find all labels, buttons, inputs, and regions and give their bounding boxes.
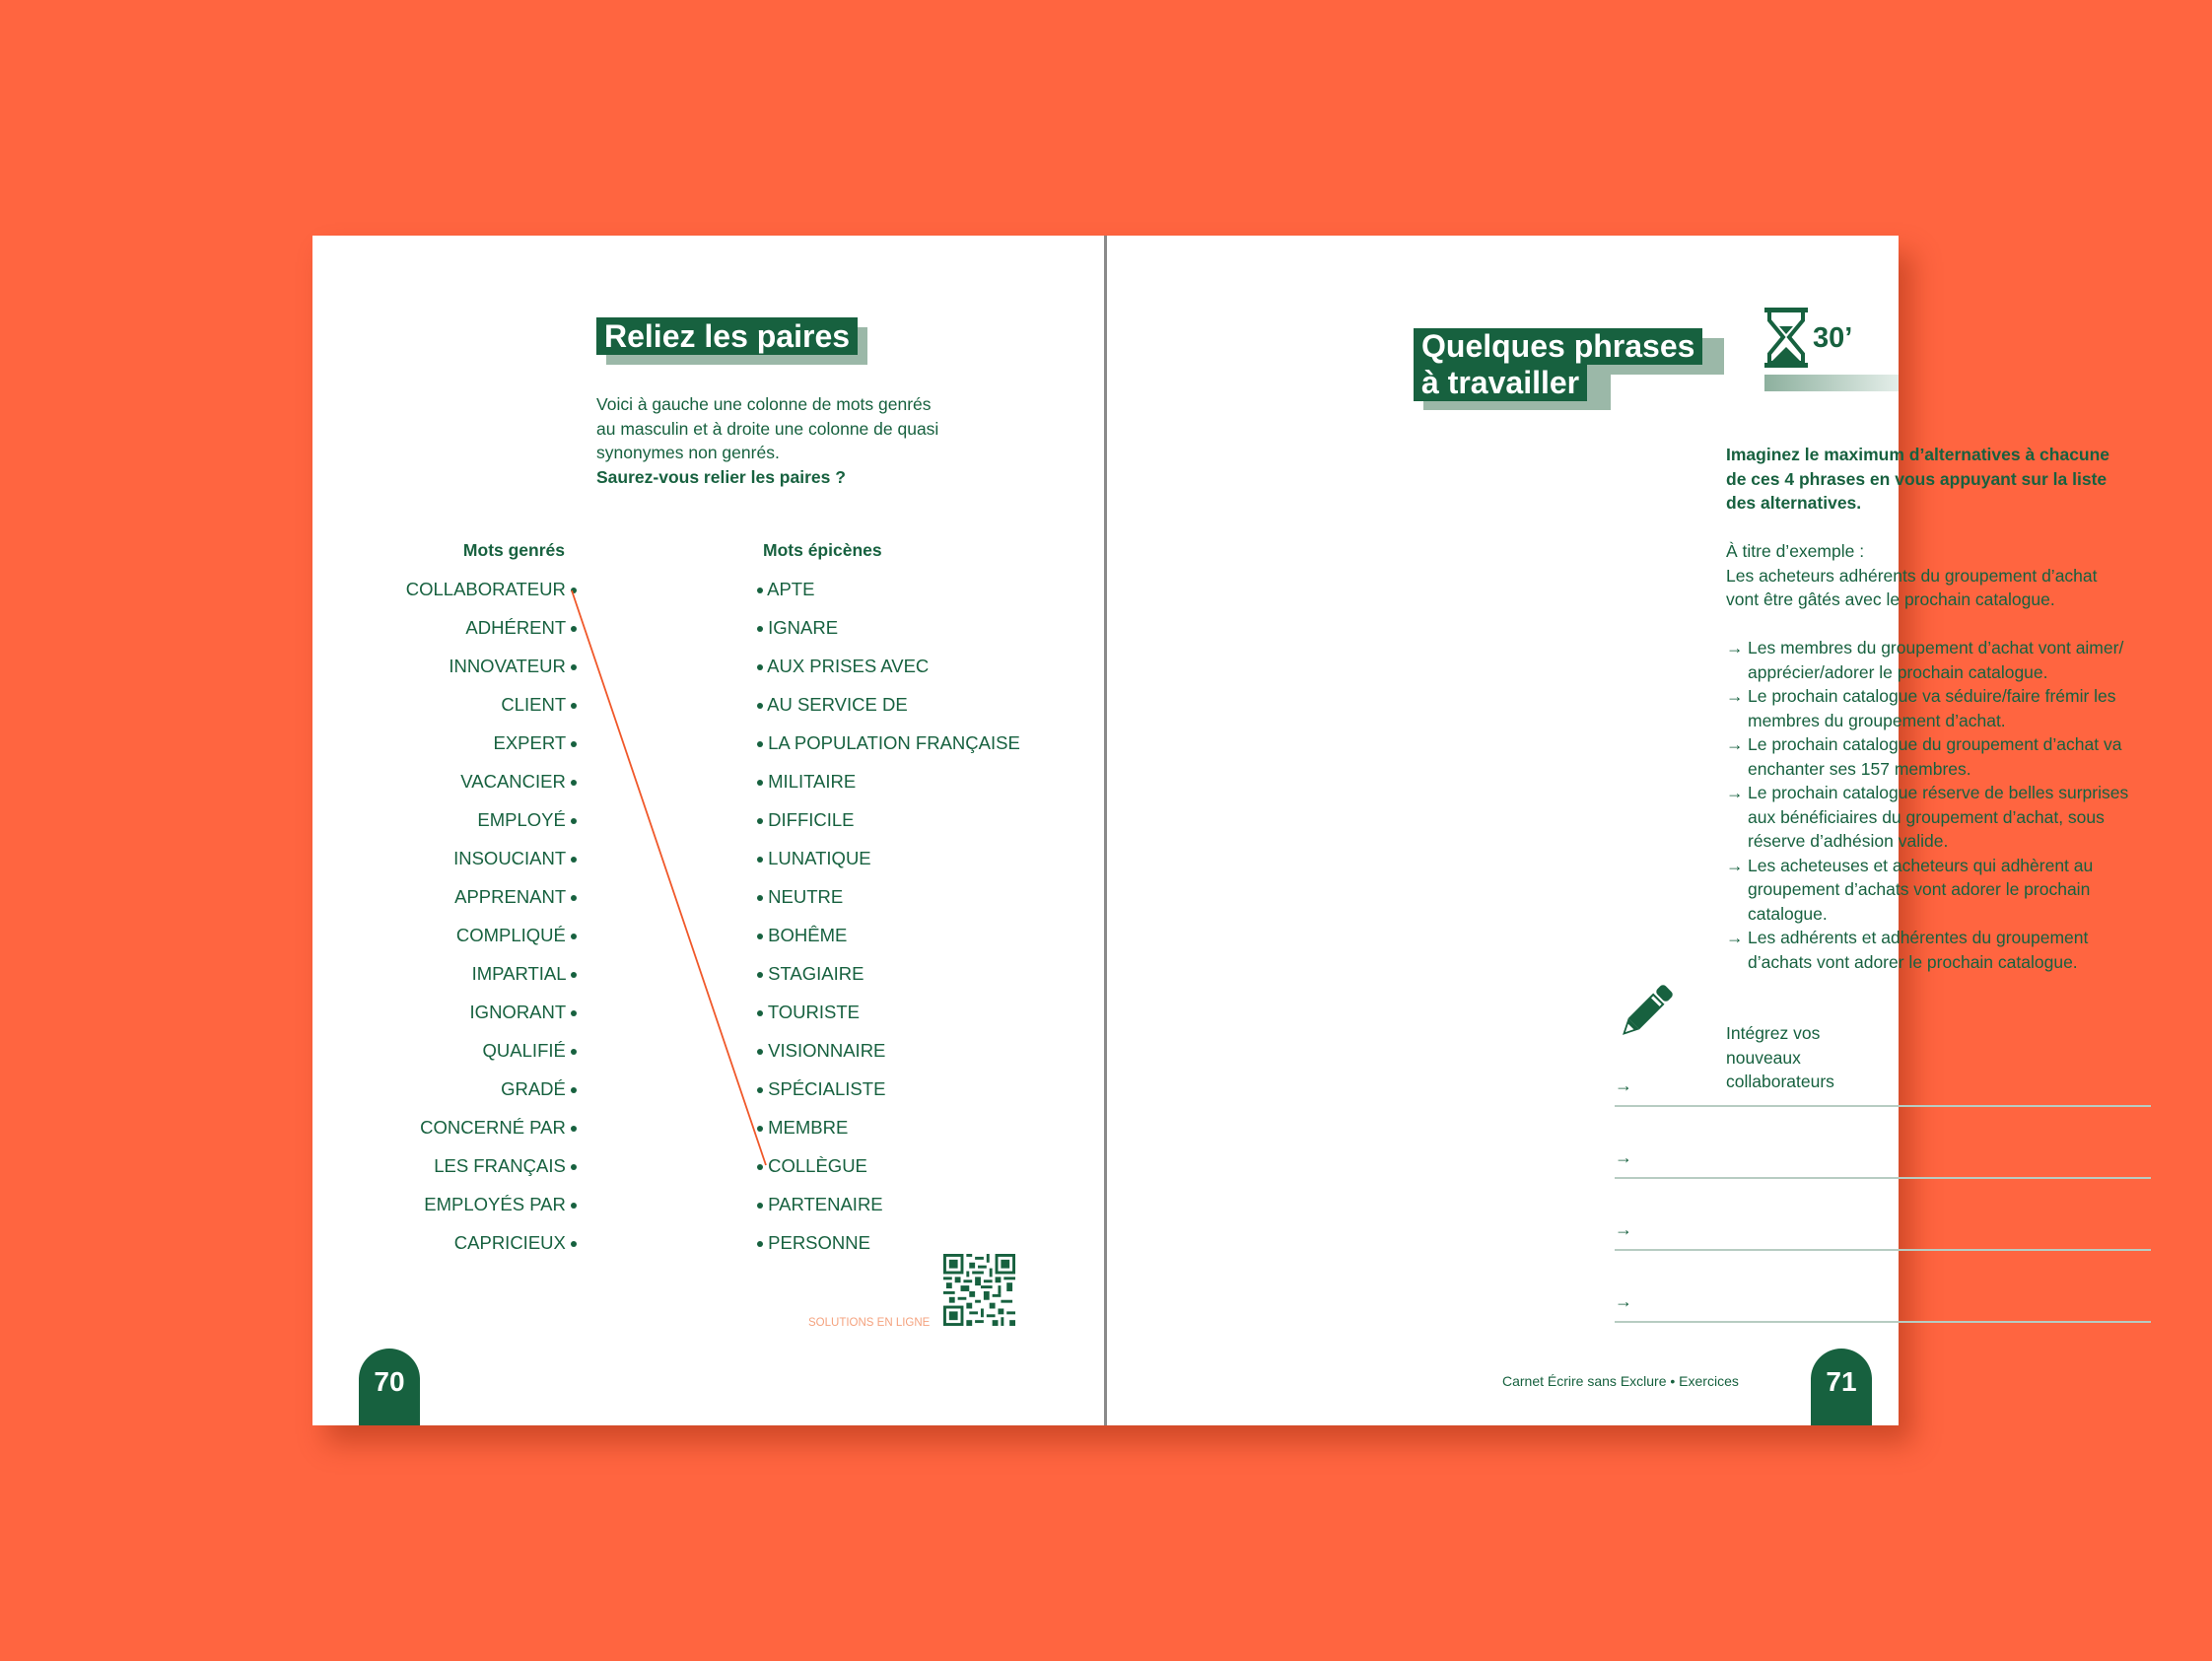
- word-label: STAGIAIRE: [768, 963, 864, 984]
- duration-bar: [1764, 375, 1899, 391]
- word-label: MILITAIRE: [768, 771, 857, 792]
- word-label: PERSONNE: [768, 1232, 870, 1253]
- page-number-tab: [1811, 1349, 1872, 1425]
- word-label: LES FRANÇAIS: [434, 1155, 566, 1176]
- instruction-line: Imaginez le maximum d’alternatives à chacune: [1726, 445, 2110, 464]
- example-line: vont être gâtés avec le prochain catalogue.: [1726, 589, 2055, 609]
- word-label: VACANCIER: [460, 771, 566, 792]
- example-block: [1726, 539, 2160, 612]
- word-label: DIFFICILE: [768, 809, 855, 830]
- right-page: [1107, 236, 2129, 1425]
- alternative-line: Le prochain catalogue réserve de belles surprises: [1748, 783, 2129, 802]
- word-label: EMPLOYÉ: [477, 809, 566, 830]
- word-label: EXPERT: [493, 732, 566, 753]
- word-label: AUX PRISES AVEC: [767, 656, 930, 676]
- intro-line: Voici à gauche une colonne de mots genrés: [596, 394, 932, 414]
- word-label: AU SERVICE DE: [767, 694, 908, 715]
- word-label: APTE: [767, 579, 815, 599]
- arrow-icon: →: [1615, 1219, 1632, 1239]
- exercise-prompt: Intégrez vos nouveaux collaborateurs: [1726, 1023, 1834, 1091]
- word-label: IMPARTIAL: [471, 963, 566, 984]
- word-label: EMPLOYÉS PAR: [424, 1194, 566, 1214]
- alternative-line: d’achats vont adorer le prochain catalogue.: [1748, 951, 2078, 972]
- left-column-heading: Mots genrés: [462, 540, 565, 560]
- word-label: ADHÉRENT: [465, 617, 566, 638]
- hourglass-icon: [1764, 308, 1808, 368]
- answer-line-3[interactable]: [1615, 1249, 2151, 1251]
- solutions-label[interactable]: SOLUTIONS EN LIGNE: [808, 1317, 931, 1329]
- title-reliez-les-paires: Reliez les paires: [596, 317, 858, 355]
- word-label: PARTENAIRE: [768, 1194, 883, 1214]
- pencil-icon: [1615, 983, 1674, 1044]
- word-label: INSOUCIANT: [453, 848, 566, 868]
- intro-line: au masculin et à droite une colonne de quasi: [596, 418, 939, 439]
- word-label: CLIENT: [501, 694, 566, 715]
- word-label: IGNARE: [768, 617, 839, 638]
- alternative-line: Le prochain catalogue du groupement d’achat va: [1748, 734, 2122, 754]
- alternative-line: catalogue.: [1748, 903, 1828, 924]
- arrow-icon: →: [1726, 734, 1744, 754]
- alternative-item: [1726, 854, 2179, 927]
- answer-line-4[interactable]: [1615, 1321, 2151, 1323]
- word-label: VISIONNAIRE: [768, 1040, 886, 1061]
- footer-text: Carnet Écrire sans Exclure • Exercices: [1502, 1373, 1739, 1389]
- answer-line-1[interactable]: [1615, 1105, 2151, 1107]
- alternative-item: [1726, 684, 2179, 732]
- word-label: IGNORANT: [469, 1002, 566, 1022]
- instruction-line: des alternatives.: [1726, 493, 1862, 513]
- word-label: COLLÈGUE: [768, 1155, 867, 1176]
- instruction-line: de ces 4 phrases en vous appuyant sur la liste: [1726, 468, 2108, 489]
- word-label: LUNATIQUE: [768, 848, 871, 868]
- arrow-icon: →: [1615, 1147, 1632, 1167]
- word-label: SPÉCIALISTE: [768, 1078, 886, 1099]
- arrow-icon: →: [1726, 855, 1744, 875]
- intro-question: Saurez-vous relier les paires ?: [596, 466, 846, 487]
- alternative-line: Les adhérents et adhérentes du groupement: [1748, 928, 2089, 947]
- left-page: [312, 236, 1104, 1425]
- example-label: À titre d’exemple :: [1726, 541, 1865, 561]
- title-line-2: à travailler: [1414, 365, 1587, 401]
- example-line: Les acheteurs adhérents du groupement d’achat: [1726, 565, 2098, 586]
- alternative-line: réserve d’adhésion valide.: [1748, 831, 1949, 851]
- alternative-line: Le prochain catalogue va séduire/faire frémir les: [1748, 686, 2116, 706]
- word-label: BOHÊME: [768, 925, 848, 945]
- alternative-item: [1726, 781, 2179, 854]
- right-page-title: [1414, 328, 1702, 401]
- word-label: CONCERNÉ PAR: [420, 1117, 566, 1138]
- page-number: 70: [374, 1366, 405, 1397]
- word-label: LA POPULATION FRANÇAISE: [768, 732, 1020, 753]
- alternatives-list: [1726, 636, 2179, 974]
- book-spread: [312, 236, 2129, 1425]
- alternative-item: [1726, 732, 2179, 781]
- alternative-line: Les acheteuses et acheteurs qui adhèrent au: [1748, 855, 2094, 875]
- word-label: COLLABORATEUR: [405, 579, 566, 599]
- duration-label: 30’: [1813, 322, 1853, 354]
- alternative-line: aux bénéficiaires du groupement d’achat, sous: [1748, 806, 2105, 827]
- page-number-tab: [359, 1349, 420, 1425]
- word-label: COMPLIQUÉ: [455, 925, 566, 945]
- alternative-item: [1726, 636, 2179, 684]
- intro-line: synonymes non genrés.: [596, 443, 780, 462]
- arrow-icon: →: [1615, 1291, 1632, 1311]
- arrow-icon: →: [1726, 928, 1744, 947]
- word-label: APPRENANT: [454, 886, 566, 907]
- alternative-line: membres du groupement d’achat.: [1748, 710, 2006, 730]
- qr-code-icon[interactable]: [943, 1254, 1015, 1326]
- arrow-icon: →: [1726, 783, 1744, 802]
- word-label: GRADÉ: [501, 1078, 566, 1099]
- answer-line-2[interactable]: [1615, 1177, 2151, 1179]
- alternative-item: [1726, 926, 2179, 974]
- alternative-line: Les membres du groupement d’achat vont aimer/: [1748, 638, 2124, 657]
- alternative-line: groupement d’achats vont adorer le prochain: [1748, 879, 2091, 899]
- instruction-text: [1726, 443, 2160, 516]
- arrow-icon: →: [1726, 686, 1744, 706]
- alternative-line: enchanter ses 157 membres.: [1748, 758, 1971, 779]
- right-column-heading: Mots épicènes: [763, 540, 882, 560]
- page-number: 71: [1826, 1366, 1857, 1397]
- word-label: CAPRICIEUX: [453, 1232, 566, 1253]
- example-link-line: [312, 236, 1104, 1425]
- arrow-icon: →: [1726, 638, 1744, 657]
- word-label: INNOVATEUR: [449, 656, 566, 676]
- title-line-1: Quelques phrases: [1414, 328, 1702, 365]
- left-page-title: [596, 317, 858, 355]
- arrow-icon: →: [1615, 1075, 1632, 1095]
- word-label: QUALIFIÉ: [482, 1040, 566, 1061]
- word-label: TOURISTE: [767, 1002, 861, 1022]
- word-label: NEUTRE: [768, 886, 844, 907]
- alternative-line: apprécier/adorer le prochain catalogue.: [1748, 661, 2048, 682]
- word-label: MEMBRE: [768, 1117, 849, 1138]
